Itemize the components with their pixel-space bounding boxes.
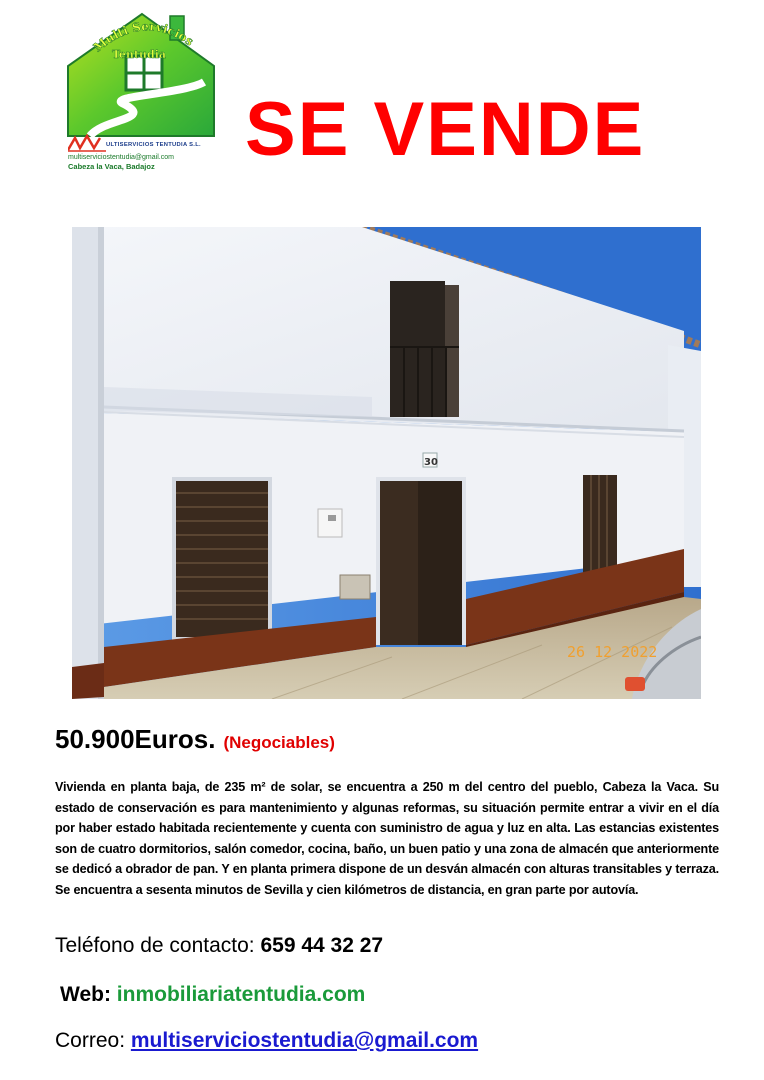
logo-location: Cabeza la Vaca, Badajoz: [68, 162, 155, 171]
logo-company-name: ULTISERVICIOS TENTUDIA S.L.: [106, 142, 201, 148]
price-note: (Negociables): [223, 733, 335, 752]
logo-arc-text: [64, 8, 224, 78]
mt-mark-icon: [68, 134, 108, 152]
logo-roof-label: Tentudia: [112, 48, 166, 61]
web-link[interactable]: inmobiliariatentudia.com: [116, 983, 366, 1006]
logo-brand-line: [68, 134, 228, 152]
mail-label: Correo:: [55, 1029, 131, 1052]
logo-contact: [68, 153, 174, 171]
price-line: [55, 724, 335, 755]
mail-line: [55, 1029, 478, 1053]
house-number: 30: [424, 457, 438, 468]
web-label: Web:: [60, 983, 117, 1006]
phone-label: Teléfono de contacto:: [55, 934, 261, 957]
price-amount: 50.900Euros.: [55, 724, 216, 754]
property-description: Vivienda en planta baja, de 235 m² de solar, se encuentra a 250 m del centro del pueblo, Cabeza la Vaca. Su estado de conservación es para mantenimiento y algunas reformas, su situación permite entrar a vivir en el día por haber estado habitada recientemente y cuenta con suministro de agua y luz en alta. Las estancias existentes son de cuatro dormitorios, salón comedor, cocina, baño, un buen patio y una zona de almacén que anteriormente se dedicó a obrador de pan. Y en planta primera dispone de un desván almacén con alturas transitables y terraza. Se encuentra a sesenta minutos de Sevilla y cien kilómetros de distancia, en gran parte por autovía.: [55, 780, 719, 897]
logo-arc-label: Multi Servicios: [90, 19, 197, 55]
photo-date-stamp: 26 12 2022: [567, 643, 658, 661]
mail-link[interactable]: multiserviciostentudia@gmail.com: [130, 1029, 479, 1052]
phone-number[interactable]: 659 44 32 27: [260, 934, 384, 957]
headline: SE VENDE: [245, 87, 646, 172]
house-photo: [72, 227, 701, 699]
phone-line: [55, 934, 383, 958]
house-facade-image: [72, 227, 701, 699]
logo-email: multiserviciostentudia@gmail.com: [68, 154, 174, 161]
web-line: [60, 983, 365, 1007]
